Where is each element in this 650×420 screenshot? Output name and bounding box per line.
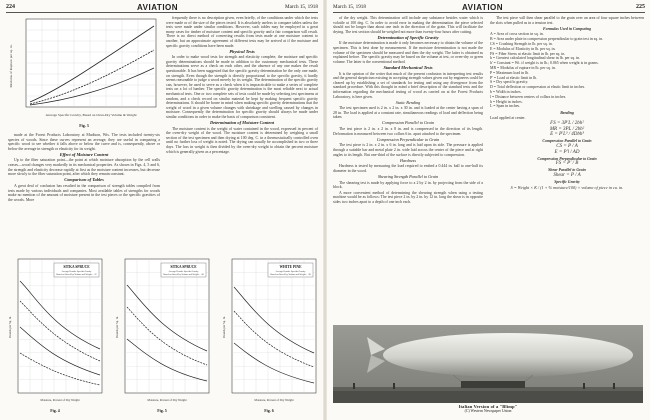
figure-4-caption: Fig. 4	[50, 408, 60, 413]
col3-para-cperp: The test piece is 2 in. x 2 in. x 6 in. long and is laid upon its side. The pressure is applied through a suitable bar and metal plate 2 in. wide laid across the center of the piece and at right angles to its length. But one-third of the surface is directly subjected to compression.	[333, 143, 483, 157]
formula-definitions	[490, 32, 644, 109]
col1-para-moisture: Up to the fiber saturation point—the point at which moisture absorption by the cell walls ceases—wood changes very markedly in its mechanical properties. As shown in Figs. 4, 5 and 6, the strength and elasticity decrease rapidly at first as the moisture content increases, but decrease more slowly to the fiber saturation point, after which they remain constant.	[8, 158, 160, 177]
figure-6	[220, 257, 318, 417]
formula-definition: h' = Constant = Wt. if weight is in lb.; 0.065 when weight is in grams.	[490, 61, 599, 66]
eq-mr: MR = 3PL / 2bh²	[549, 126, 585, 132]
eq-fs: FS = 3P'L / 2bh²	[550, 120, 584, 126]
x-axis-title: Moisture, Percent of Dry Weight	[254, 398, 294, 402]
inner-subtitle: Average Results. Specific Gravity	[275, 271, 306, 273]
inner-subtitle: Average Results. Specific Gravity	[61, 271, 92, 273]
left-column-1	[8, 133, 160, 253]
eq-e2: E = P'l / AD	[554, 149, 580, 155]
col1-para-comparison: A great deal of confusion has resulted in the comparison of strength tables compiled from tests made by various individuals and companies. Most available tables of strengths for woods make no mention of the amount of moisture present in the test pieces or the specific gravities of the woods. More	[8, 183, 160, 202]
formula-definition: P' = Load at elastic limit in lb.	[490, 75, 537, 80]
right-column-2-formulas	[490, 16, 644, 322]
figure-3-chart	[8, 16, 160, 122]
col1-heading-comparison: Comparison of Tables	[64, 177, 104, 183]
photo-credit: (C) Western Newspaper Union	[464, 409, 512, 414]
inner-title: SITKA SPRUCE	[170, 265, 197, 269]
figure-6-chart	[220, 257, 318, 407]
photo-title: Italian Version of a "Blimp"	[458, 404, 518, 409]
figure-3-x-title: Average Specific Gravity, Based on Oven-Dry Volume & Weight	[45, 113, 137, 117]
right-running-head	[333, 3, 645, 11]
blimp-gondola	[461, 381, 525, 388]
y-axis-title: Pounds per Sq. In.	[222, 315, 226, 339]
eq-fs2: FS = P' / B	[555, 161, 579, 167]
col1-heading-moisture: Effect of Moisture Content	[59, 151, 109, 157]
page-gutter	[323, 0, 327, 420]
col3-heading-cpg: Compression Parallel to Grain	[381, 120, 435, 126]
formula-definition: L = Span in inches.	[490, 104, 521, 109]
cpg-title: Compression Parallel to Grain	[542, 139, 592, 144]
col2-para-moisture-content: The moisture content is the weight of water contained in the wood, expressed in percent of the oven-dry weight of the wood. The moisture content is determined by weighing a small section of the test specimen and then drying at 100 deg. C. in a thermostatically controlled oven until no further loss of weight is noted. The drying can usually be accomplished in two or three days. The loss in weight is then divided by the oven-dry weight to obtain the percent moisture which is generally given as a percentage.	[166, 126, 318, 154]
inner-subtitle: Average Results. Specific Gravity	[168, 271, 199, 273]
right-running-title: AVIATION	[462, 2, 504, 12]
right-column-1	[333, 16, 483, 320]
formula-definition: S = Dry specific gravity.	[490, 80, 529, 85]
figure-5	[113, 257, 211, 417]
col3-para-standard: It is the opinion of the writer that much of the present confusion in interpreting test results and the general skepticism existing in accepting strength values given out by engineers could be cleared up by establishing a set of standards for testing and using any divergence from the standard procedure. With this thought in mind a brief description of the standard tests and the information regarding the mechanical testing of wood as carried on at the Forest Products Laboratory, is here given.	[333, 71, 483, 99]
formula-definition: FS = Fiber Stress at elastic limit in lb. per sq. in.	[490, 51, 566, 56]
load-line: Load applied at center.	[490, 115, 526, 120]
col1-intro: made at the Forest Products Laboratory at Madison, Wis. The tests included twenty-six species of woods. Since these curves represent an average, they are useful in comparing a specific wood to see whether it falls above or below the curve and is, consequently, above or below the average in strength or elasticity for its weight.	[8, 133, 160, 151]
x-axis-title: Moisture, Percent of Dry Weight	[40, 398, 80, 402]
right-date: March 15, 1918	[333, 4, 366, 10]
col2-heading-moisture-content: Determination of Moisture Content	[209, 120, 275, 126]
col3-para-hardness: Hardness is tested by measuring the load required to embed a 0.444 in. ball to one-half its diameter in the wood.	[333, 164, 483, 173]
inner-title: WHITE PINE	[279, 265, 302, 269]
col3-heading-standard: Standard Mechanical Tests	[383, 64, 433, 70]
figure-4-chart	[6, 257, 104, 407]
col3-para-sg: If the moisture determination is made it only becomes necessary to obtain the volume of the specimen. This is best done by measurement. If the moisture determination is not made the volume of the specimen should be measured and then the dry weight. The latter is obtained as explained before. The specific gravity may be based on the volume at test, or oven-dry or green volume. The latter is the conventional method.	[333, 41, 483, 64]
x-axis-title: Moisture, Percent of Dry Weight	[147, 398, 187, 402]
formula-definition: h = Greatest calculated longitudinal shear in lb. per sq. in.	[490, 56, 581, 61]
eq-cs: CS = P / A	[556, 143, 578, 149]
col3-heading-sg: Determination of Specific Gravity	[377, 34, 439, 40]
col4-intro: The test piece will then shear parallel to the grain over an area of four square inches between the slots when pulled as in a tension test.	[490, 16, 644, 25]
col2-para-physical: In order to make wood tests for strength and elasticity complete, the moisture and specific gravity determinations should be made in addition to the customary mechanical tests. These determinations serve as a check on each other, and the absence of any one makes the result questionable. It has been suggested that the specific gravity determination be the only one made, on strength. Even though the strength is directly proportional to the specific gravity, it hardly seems reasonable to judge a wood merely by its weight. The determination of the specific gravity can, however, be used to serve as a check when it is impracticable to make a series of complete tests on a lot of lumber. The specific gravity determination is the most reliable next to actual mechanical tests. One or two complete sets of tests could be made by selecting test specimens at random, and a check record on similar material be kept by making frequent specific gravity determinations. It should be borne in mind when making specific gravity determinations that the weight of wood in a given volume changes with shrinkage and swelling caused by changes in moisture. Consequently the determination for specific gravity should always be made under similar conditions in order to make the basis of comparison consistent.	[166, 55, 318, 119]
figure-3-caption: Fig. 3	[79, 123, 89, 128]
bending-title: Bending	[560, 111, 574, 116]
inner-subtitle: Based on Oven-Dry Volume and Weight = .38	[270, 274, 311, 276]
col3-heading-static: Static Bending	[395, 99, 421, 105]
inner-subtitle: Based on Oven-Dry Volume and Weight = .38	[163, 274, 204, 276]
figure-5-chart	[113, 257, 211, 407]
formula-definition: l = Distance between centers of collars in inches.	[490, 94, 567, 99]
formula-definition: P = Maximum load in lb.	[490, 70, 530, 75]
formula-definition: D = Total deflection or compression at elastic limit in inches.	[490, 85, 586, 90]
sg-title: Specific Gravity	[554, 179, 580, 184]
col3-heading-cperp: Compression Perpendicular to Grain	[376, 136, 440, 142]
airship-photo	[333, 325, 643, 403]
left-date: March 15, 1918	[285, 4, 318, 10]
y-axis-title: Pounds per Sq. In.	[8, 315, 12, 339]
col3-para-0: of the dry weight. This determination will include any substance besides water which is volatile at 100 deg. C. In order to avoid error in making the determination the piece selected should not be longer than about one inch in the direction of the grain. This will facilitate the drying. The test section should be weighed not more than twenty-four hours after cutting.	[333, 16, 483, 34]
blimp-hull	[383, 333, 633, 377]
eq-sg: S = Weight × K / (1 + % moisture/100) × volume of piece in cu. in.	[510, 184, 624, 190]
formula-definition: h = Height in inches.	[490, 99, 523, 104]
figure-5-caption: Fig. 5	[157, 408, 167, 413]
left-running-head	[6, 3, 318, 11]
eq-e: E = P'L³ / 4Dbh³	[550, 132, 584, 138]
left-head-rule	[6, 12, 318, 13]
eq-shear: Shear = P / A	[553, 172, 581, 178]
col3-para-cpg: The test piece is 2 in. x 2 in. x 8 in. and is compressed in the direction of its length. Deformation is measured between two collars 6 in. apart attached to the specimen.	[333, 127, 483, 136]
photo-caption	[333, 404, 643, 414]
col3-para-shear: The shearing test is made by applying force to a 2 by 2 in. by projecting from the side of a block.	[333, 180, 483, 190]
col3-para-shear-2: A more convenient method of determining the shearing strength when using a testing machine would be as follows: The test piece 2 in. by 2 in. by 12 in. long the shear is in opposite sides two inches apart to a depth of one inch each.	[333, 190, 483, 204]
left-page-number: 224	[6, 4, 15, 10]
col3-heading-shear: Shearing Strength Parallel to Grain	[377, 173, 439, 179]
inner-subtitle: Based on Oven-Dry Volume and Weight = .37	[56, 274, 97, 276]
col2-heading-physical: Physical Tests	[229, 48, 255, 54]
right-page-number: 225	[636, 4, 645, 10]
col3-heading-hardness: Hardness	[400, 157, 416, 163]
col2-para-0: frequently there is no description given, even briefly, of the conditions under which the tests were made or of the size of the pieces tested. It is absolutely useless to compare tables unless the tests were made under similar conditions. However, such tables may be employed in a great many cases for timber of moisture content and specific gravity and a fair comparison will result. There is no direct method of converting results from tests made at one moisture content to another, but an approximate agreement of different tests may be arrived at if the moisture and specific gravity conditions have been made.	[166, 16, 318, 48]
formulas-title: Formulas Used in Computing	[543, 26, 591, 31]
figure-4	[6, 257, 104, 417]
formula-definition: b = Width in inches.	[490, 89, 522, 94]
left-column-2	[166, 16, 318, 253]
right-head-rule	[333, 12, 645, 13]
left-running-title: AVIATION	[137, 2, 179, 12]
formula-definition: A = Area of cross section in sq. in.	[490, 32, 544, 37]
figure-3	[8, 16, 160, 130]
inner-title: SITKA SPRUCE	[63, 265, 90, 269]
formula-definition: MR = Modulus of rupture in lb. per sq. in.	[490, 65, 556, 70]
col3-para-static: The test specimen used is 2 in. x 2 in. x 30 in. and is loaded at the center having a span of 28 in. The load is applied at a constant rate, simultaneous readings of load and deflection being taken.	[333, 106, 483, 120]
formula-definition: E = Modulus of Elasticity in lb. per sq. in.	[490, 46, 556, 51]
formula-definition: CS = Crushing Strength in lb. per sq. in.	[490, 41, 553, 46]
figure-6-caption: Fig. 6	[264, 408, 274, 413]
formula-definition: B = Area under plate in compression perpendicular to grain test in sq. in.	[490, 37, 604, 42]
airship-illustration	[333, 325, 643, 403]
figure-3-y-title: Modulus of Rupture per sq. in.	[9, 44, 13, 88]
cperp-title: Compression Perpendicular to Grain	[537, 156, 597, 161]
shear-title: Shear Parallel to Grain	[548, 168, 586, 173]
y-axis-title: Pounds per Sq. In.	[115, 315, 119, 339]
